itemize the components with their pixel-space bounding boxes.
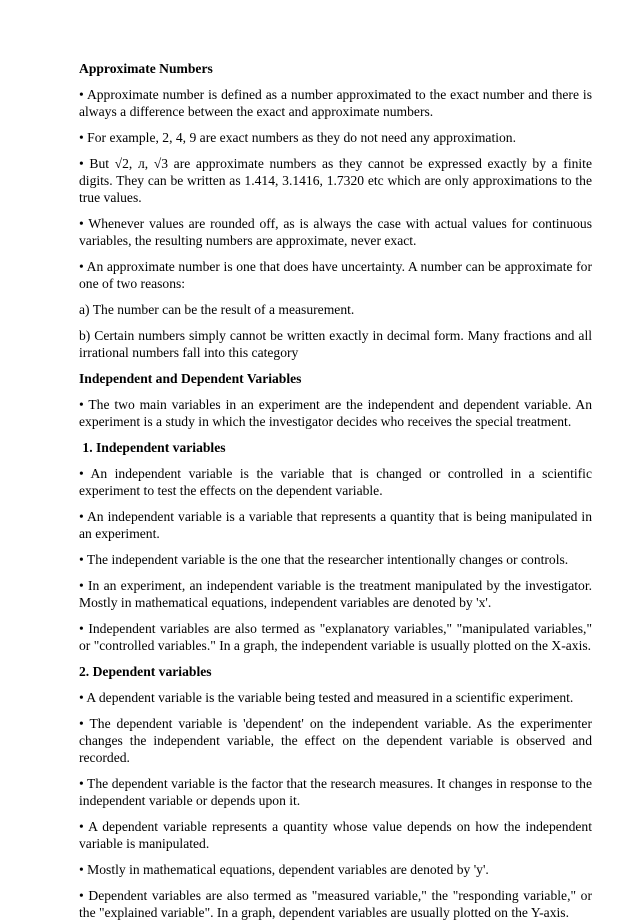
paragraph-independent-3: • The independent variable is the one that the researcher intentionally changes or controls. (79, 552, 569, 567)
paragraph-reason-a: a) The number can be the result of a measurement. (79, 302, 355, 317)
heading-independent-dependent: Independent and Dependent Variables (79, 371, 302, 386)
paragraph-independent-1: • An independent variable is the variable that is changed or controlled in a scientific experiment to test the effects on the dependent variable. (79, 466, 592, 498)
paragraph-dependent-5: • Mostly in mathematical equations, dependent variables are denoted by 'y'. (79, 862, 489, 877)
heading-independent-variables: 1. Independent variables (79, 440, 226, 455)
paragraph-independent-4: • In an experiment, an independent variable is the treatment manipulated by the investigator. Mostly in mathematical equations, independent variables are denoted by 'x'. (79, 578, 592, 610)
paragraph-uncertainty: • An approximate number is one that does have uncertainty. A number can be approximate for one of two reasons: (79, 259, 592, 291)
paragraph-dependent-1: • A dependent variable is the variable being tested and measured in a scientific experiment. (79, 690, 574, 705)
paragraph-dependent-3: • The dependent variable is the factor that the research measures. It changes in response to the independent variable or depends upon it. (79, 776, 592, 808)
paragraph-dependent-2: • The dependent variable is 'dependent' on the independent variable. As the experimenter changes the independent variable, the effect on the dependent variable is observed and recorded. (79, 716, 592, 765)
heading-approximate-numbers: Approximate Numbers (79, 61, 213, 76)
paragraph-approximate-example: • But √2, л, √3 are approximate numbers as they cannot be expressed exactly by a finite digits. They can be written as 1.414, 3.1416, 1.7320 etc which are only approximations to the true values. (79, 156, 592, 205)
paragraph-rounding: • Whenever values are rounded off, as is always the case with actual values for continuous variables, the resulting numbers are approximate, never exact. (79, 216, 592, 248)
paragraph-independent-5: • Independent variables are also termed as "explanatory variables," "manipulated variables," or "controlled variables." In a graph, the independent variable is usually plotted on the X-axis. (79, 621, 592, 653)
paragraph-dependent-6: • Dependent variables are also termed as "measured variable," the "responding variable," or the "explained variable". In a graph, dependent variables are usually plotted on the Y-axis. (79, 888, 592, 920)
paragraph-exact-example: • For example, 2, 4, 9 are exact numbers as they do not need any approximation. (79, 130, 516, 145)
paragraph-reason-b: b) Certain numbers simply cannot be written exactly in decimal form. Many fractions and all irrational numbers fall into this category (79, 328, 592, 360)
paragraph-dependent-4: • A dependent variable represents a quantity whose value depends on how the independent variable is manipulated. (79, 819, 592, 851)
paragraph-approximate-definition: • Approximate number is defined as a number approximated to the exact number and there is always a difference between the exact and approximate numbers. (79, 87, 592, 119)
heading-dependent-variables: 2. Dependent variables (79, 664, 212, 679)
paragraph-two-variables: • The two main variables in an experiment are the independent and dependent variable. An experiment is a study in which the investigator decides who receives the special treatment. (79, 397, 592, 429)
paragraph-independent-2: • An independent variable is a variable that represents a quantity that is being manipulated in an experiment. (79, 509, 592, 541)
